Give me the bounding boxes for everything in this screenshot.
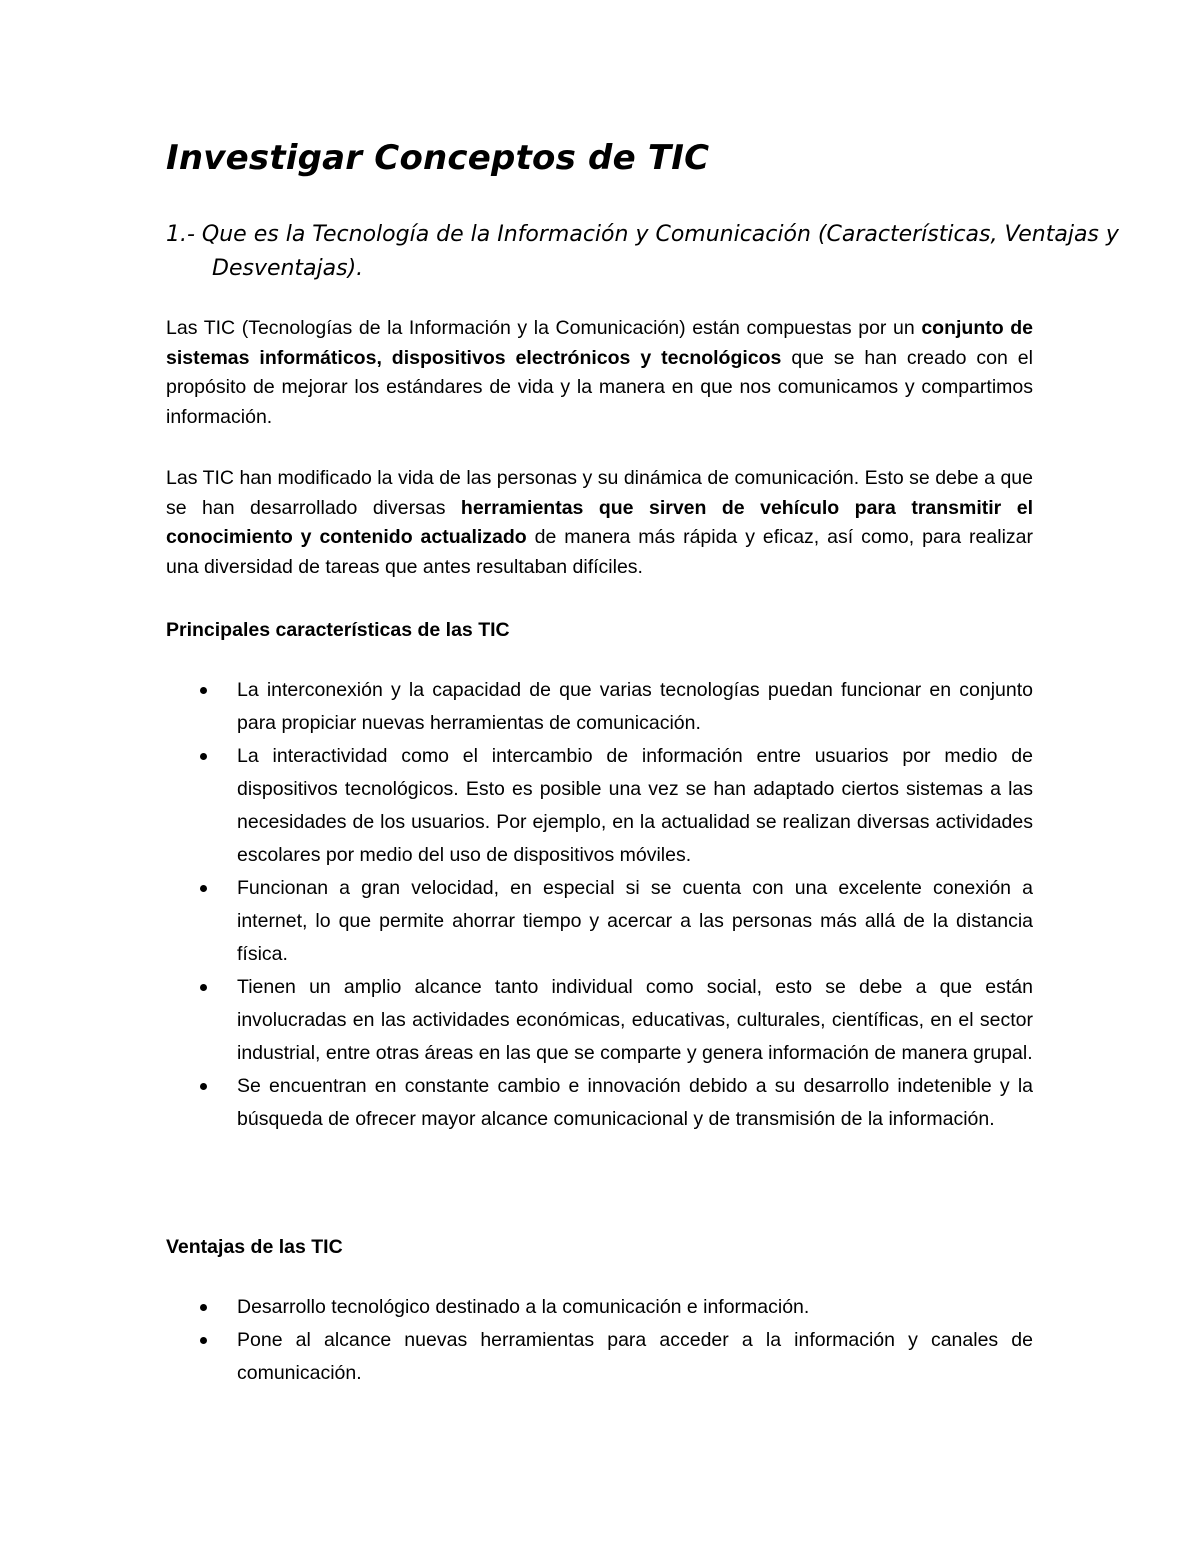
intro-text-1: Las TIC (Tecnologías de la Información y la Comunicación) están compuestas por un xyxy=(166,317,922,339)
bullet-icon xyxy=(200,1083,207,1090)
intro-paragraph xyxy=(166,314,1033,432)
list-item: Pone al alcance nuevas herramientas para acceder a la información y canales de comunicación. xyxy=(196,1324,1033,1390)
bullet-icon xyxy=(200,753,207,760)
bullet-icon xyxy=(200,1337,207,1344)
intro-text-2: que se han creado con el propósito de mejorar los estándares de vida y la manera en que nos comunicamos y compartimos información. xyxy=(166,346,1033,428)
bullet-icon xyxy=(200,984,207,991)
second-bold-text: herramientas que sirven de vehículo para transmitir el conocimiento y contenido actualizado xyxy=(166,496,1033,548)
bullet-icon xyxy=(200,885,207,892)
list-item: Se encuentran en constante cambio e innovación debido a su desarrollo indetenible y la búsqueda de ofrecer mayor alcance comunicacional y de transmisión de la información. xyxy=(196,1070,1033,1136)
intro-bold-text: conjunto de sistemas informáticos, dispositivos electrónicos y tecnológicos xyxy=(166,317,1033,369)
list-item: Desarrollo tecnológico destinado a la comunicación e información. xyxy=(196,1291,1033,1324)
bullet-icon xyxy=(200,687,207,694)
advantages-list xyxy=(196,1291,1033,1390)
features-heading: Principales características de las TIC xyxy=(166,619,510,641)
list-item: La interconexión y la capacidad de que varias tecnologías puedan funcionar en conjunto para propiciar nuevas herramientas de comunicación. xyxy=(196,674,1033,740)
features-list xyxy=(196,674,1033,1136)
question-heading: 1.- Que es la Tecnología de la Información y Comunicación (Características, Ventajas y Desventajas). xyxy=(166,222,1119,281)
bullet-icon xyxy=(200,1304,207,1311)
list-item: La interactividad como el intercambio de información entre usuarios por medio de dispositivos tecnológicos. Esto es posible una vez se han adaptado ciertos sistemas a las necesidades de los usuarios. Por ejemplo, en la actualidad se realizan diversas actividades escolares por medio del uso de dispositivos móviles. xyxy=(196,740,1033,872)
second-text-1: Las TIC han modificado la vida de las personas y su dinámica de comunicación. Esto se debe a que se han desarrollado diversas xyxy=(166,467,1033,519)
document-title: Investigar Conceptos de TIC xyxy=(166,138,710,178)
advantages-heading: Ventajas de las TIC xyxy=(166,1236,343,1258)
list-item: Funcionan a gran velocidad, en especial si se cuenta con una excelente conexión a internet, lo que permite ahorrar tiempo y acercar a las personas más allá de la distancia física. xyxy=(196,872,1033,971)
list-item: Tienen un amplio alcance tanto individual como social, esto se debe a que están involucradas en las actividades económicas, educativas, culturales, científicas, en el sector industrial, entre otras áreas en las que se comparte y genera información de manera grupal. xyxy=(196,971,1033,1070)
second-text-2: de manera más rápida y eficaz, así como, para realizar una diversidad de tareas que antes resultaban difíciles. xyxy=(166,526,1033,578)
second-paragraph xyxy=(166,464,1033,582)
